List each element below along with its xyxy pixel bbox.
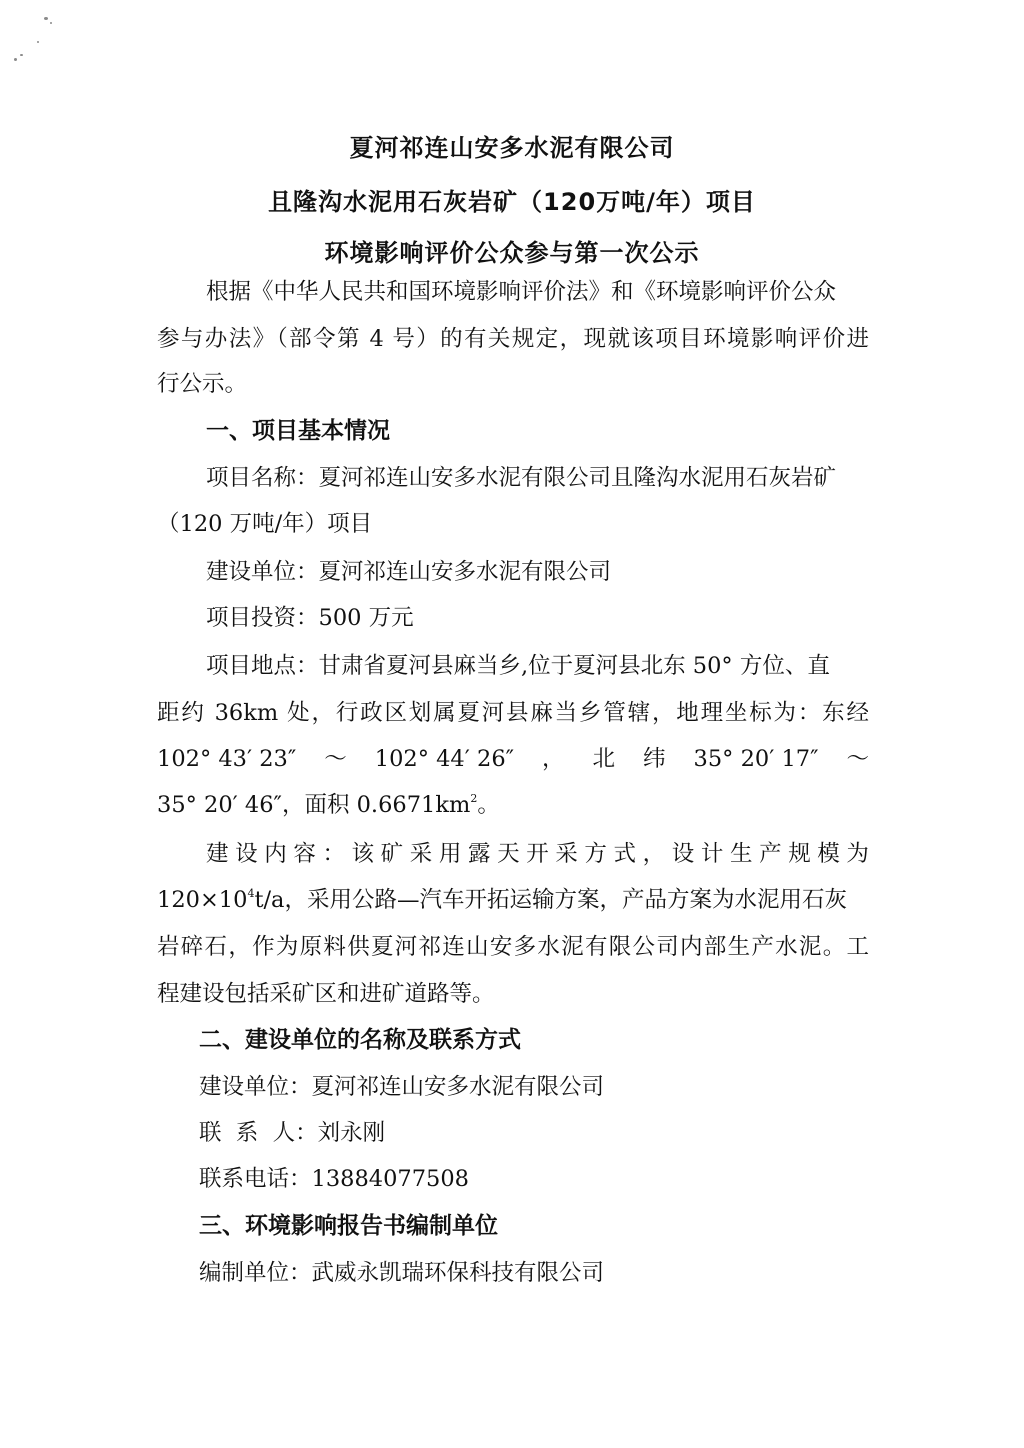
content-char: 模 (817, 841, 840, 867)
scan-speck (20, 54, 23, 56)
content-char: ： (322, 841, 345, 867)
content-char: 生 (729, 841, 753, 867)
coordinates-line (157, 748, 869, 771)
coord-text: 纬 (643, 746, 666, 772)
coord-text: ， (542, 746, 565, 772)
document-title-line-3: 环境影响评价公众参与第一次公示 (324, 239, 700, 267)
content-char: 内 (264, 841, 287, 867)
section-heading: 一、项目基本情况 (206, 418, 390, 444)
coord-text: 102° 43′ 23″ (157, 746, 297, 772)
coord-text: ～ (324, 746, 347, 772)
location-line: 距约 36km 处，行政区划属夏河县麻当乡管辖，地理坐标为：东经 (157, 700, 869, 726)
area-text: 35° 20′ 46″，面积 0.6671km (157, 792, 471, 818)
content-char: 用 (438, 841, 462, 867)
content-text: 120×10 (157, 887, 248, 913)
document-title-line-2: 且隆沟水泥用石灰岩矿（120万吨/年）项目 (268, 188, 756, 216)
coord-text: 北 (592, 746, 616, 772)
content-char: 计 (700, 841, 724, 867)
content-line: 程建设包括采矿区和进矿道路等。 (157, 981, 495, 1007)
intro-line: 根据《中华人民共和国环境影响评价法》和《环境影响评价公众 (206, 279, 837, 305)
content-superscript: 4 (247, 887, 255, 900)
section-heading: 三、环境影响报告书编制单位 (199, 1213, 498, 1239)
coord-text: 35° 20′ 17″ (693, 746, 819, 772)
intro-line: 参与办法》（部令第 4 号）的有关规定，现就该项目环境影响评价进 (157, 326, 869, 352)
content-char: 设 (235, 841, 258, 867)
scan-speck (37, 41, 39, 43)
scan-speck (14, 58, 17, 61)
scan-speck (44, 17, 48, 20)
content-char: 式 (613, 841, 637, 867)
content-line (206, 843, 869, 866)
content-line: 岩碎石，作为原料供夏河祁连山安多水泥有限公司内部生产水泥。工 (157, 934, 869, 960)
phone-line: 联系电话：13884077508 (199, 1166, 469, 1192)
content-char: 容 (293, 841, 316, 867)
builder-line: 建设单位：夏河祁连山安多水泥有限公司 (206, 559, 612, 585)
project-name-line: 项目名称：夏河祁连山安多水泥有限公司且隆沟水泥用石灰岩矿 (206, 465, 837, 491)
content-char: 规 (788, 841, 811, 867)
content-char: 天 (497, 841, 520, 867)
area-text-end: 。 (477, 792, 500, 818)
content-char: 露 (467, 841, 491, 867)
content-char: 建 (206, 841, 229, 867)
content-char: 该 (351, 841, 375, 867)
content-char: 为 (846, 841, 869, 867)
area-superscript: 2 (470, 792, 478, 805)
content-char: 方 (584, 841, 607, 867)
content-text: t/a，采用公路—汽车开拓运输方案，产品方案为水泥用石灰 (254, 887, 847, 913)
scan-speck (50, 22, 52, 24)
investment-line: 项目投资：500 万元 (206, 605, 414, 631)
coord-text: ～ (846, 746, 869, 772)
content-char: ， (642, 841, 666, 867)
content-char: 矿 (380, 841, 404, 867)
content-char: 采 (409, 841, 433, 867)
project-name-line: （120 万吨/年）项目 (157, 511, 373, 537)
content-char: 采 (555, 841, 578, 867)
coord-text: 102° 44′ 26″ (374, 746, 515, 772)
content-char: 设 (671, 841, 695, 867)
contact-line: 联 系 人：刘永刚 (199, 1120, 386, 1146)
intro-line: 行公示。 (157, 371, 248, 397)
builder-line: 建设单位：夏河祁连山安多水泥有限公司 (199, 1074, 605, 1100)
area-line (157, 794, 500, 817)
content-line (157, 889, 847, 912)
preparer-line: 编制单位：武威永凯瑞环保科技有限公司 (199, 1260, 605, 1286)
document-title-line-1: 夏河祁连山安多水泥有限公司 (349, 134, 675, 162)
content-char: 产 (759, 841, 782, 867)
section-heading: 二、建设单位的名称及联系方式 (199, 1027, 521, 1053)
content-char: 开 (526, 841, 549, 867)
location-line: 项目地点：甘肃省夏河县麻当乡,位于夏河县北东 50° 方位、直 (206, 653, 830, 679)
